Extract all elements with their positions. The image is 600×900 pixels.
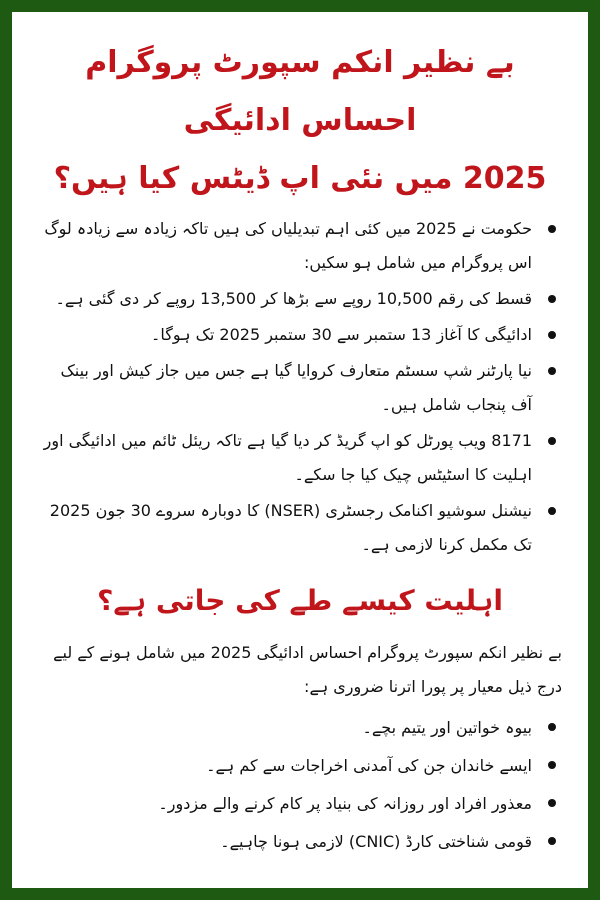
title-line-1: بے نظیر انکم سپورٹ پروگرام احساس ادائیگی (85, 45, 515, 138)
list-item: ادائیگی کا آغاز 13 ستمبر سے 30 ستمبر 2025 تک ہوگا۔ (38, 318, 532, 352)
list-item: قسط کی رقم 10,500 روپے سے بڑھا کر 13,500 روپے کر دی گئی ہے۔ (38, 282, 532, 316)
list-item: حکومت نے 2025 میں کئی اہم تبدیلیاں کی ہیں تاکہ زیادہ سے زیادہ لوگ اس پروگرام میں شامل ہو سکیں: (38, 212, 532, 280)
list-item: 8171 ویب پورٹل کو اپ گریڈ کر دیا گیا ہے تاکہ ریئل ٹائم میں ادائیگی اور اہلیت کا اسٹیٹس چیک کیا جا سکے۔ (38, 424, 532, 492)
list-item: ایسے خاندان جن کی آمدنی اخراجات سے کم ہے۔ (38, 748, 532, 784)
list-item: معذور افراد اور روزانہ کی بنیاد پر کام کرنے والے مزدور۔ (38, 786, 532, 822)
list-item: نیشنل سوشیو اکنامک رجسٹری (NSER) کا دوبارہ سروے 30 جون 2025 تک مکمل کرنا لازمی ہے۔ (38, 494, 532, 562)
eligibility-intro: بے نظیر انکم سپورٹ پروگرام احساس ادائیگی 2025 میں شامل ہونے کے لیے درج ذیل معیار پر پورا اترنا ضروری ہے: (53, 643, 562, 696)
page-title (38, 34, 562, 208)
criteria-list (38, 710, 562, 860)
eligibility-heading: اہلیت کیسے طے کی جاتی ہے؟ (97, 584, 503, 617)
list-item: نیا پارٹنر شپ سسٹم متعارف کروایا گیا ہے جس میں جاز کیش اور بینک آف پنجاب شامل ہیں۔ (38, 354, 532, 422)
article-card (12, 12, 588, 888)
list-item: بیوہ خواتین اور یتیم بچے۔ (38, 710, 532, 746)
list-item: قومی شناختی کارڈ (CNIC) لازمی ہونا چاہیے۔ (38, 824, 532, 860)
updates-list (38, 212, 562, 562)
title-line-2: 2025 میں نئی اپ ڈیٹس کیا ہیں؟ (53, 161, 547, 196)
